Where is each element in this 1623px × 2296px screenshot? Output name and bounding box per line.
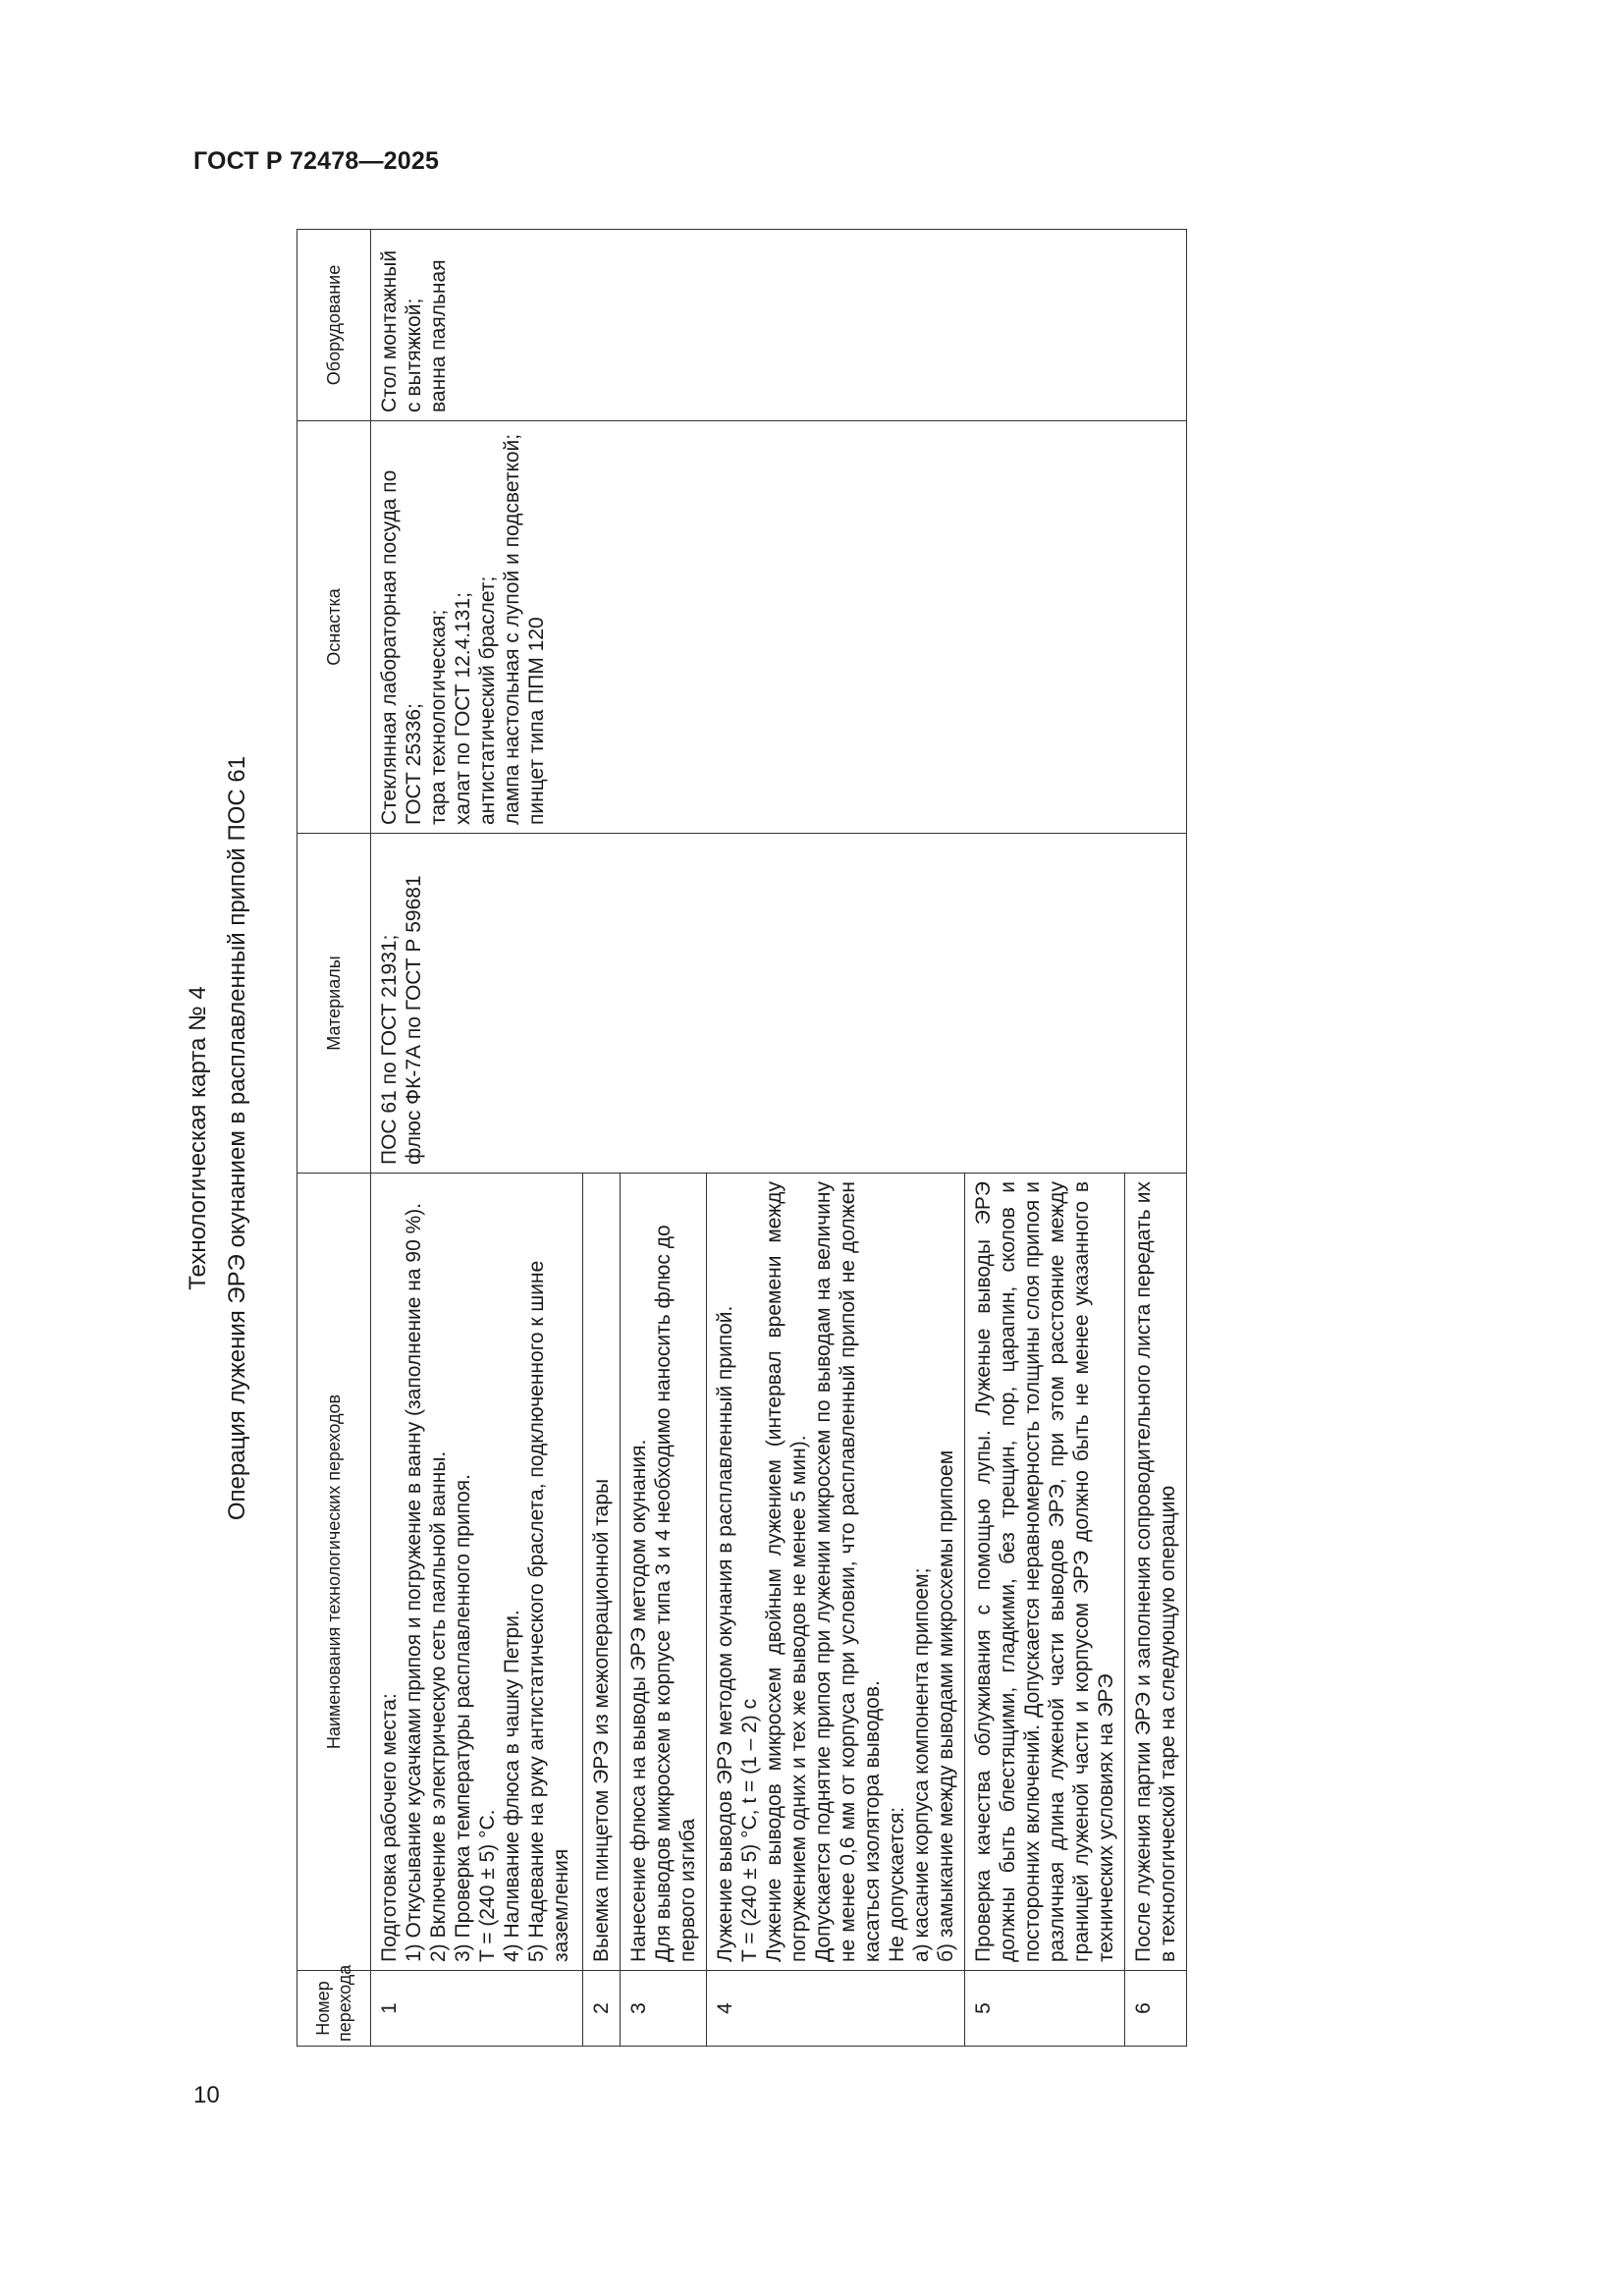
operation-line: 3) Проверка температуры расплавленного припоя. xyxy=(452,1474,474,1962)
header-materials: Материалы xyxy=(298,834,371,1174)
tooling-line: пинцет типа ППМ 120 xyxy=(525,617,548,825)
materials-cell xyxy=(371,834,1187,1174)
operation-line: б) замыкание между выводами микросхемы припоем xyxy=(935,1449,957,1962)
equipment-line: Стол монтажный с вытяжкой; xyxy=(378,249,425,412)
card-title: Технологическая карта № 4 xyxy=(185,986,211,1290)
operation-line: Выемка пинцетом ЭРЭ из межоперационной тары xyxy=(590,1478,613,1962)
materials-line: флюс ФК-7А по ГОСТ Р 59681 xyxy=(403,875,425,1165)
row-number: 4 xyxy=(707,1971,965,2047)
row-number: 6 xyxy=(1125,1971,1187,2047)
operation-line: T = (240 ± 5) °C, t = (1 – 2) c xyxy=(738,1698,761,1962)
document-code: ГОСТ Р 72478—2025 xyxy=(193,147,440,175)
row-number: 3 xyxy=(621,1971,707,2047)
materials-line: ПОС 61 по ГОСТ 21931; xyxy=(378,934,401,1165)
header-equipment: Оборудование xyxy=(298,230,371,421)
row-operation xyxy=(371,1174,583,1971)
operation-line: Лужение выводов микросхем двойным лужением (интервал времени между погружением одних и тех же выводов не менее 5 мин). xyxy=(763,1181,810,1962)
row-operation xyxy=(1125,1174,1187,1971)
operation-line: T = (240 ± 5) °C. xyxy=(476,1809,499,1962)
row-number: 1 xyxy=(371,1971,583,2047)
rotated-page-content xyxy=(175,230,1490,2047)
header-number: Номер перехода xyxy=(298,1971,371,2047)
operation-line: Лужение выводов ЭРЭ методом окунания в расплавленный припой. xyxy=(714,1305,736,1962)
operation-line: Для выводов микросхем в корпусе типа 3 и 4 необходимо наносить флюс до первого изгиба xyxy=(652,1225,699,1962)
process-table xyxy=(297,229,1187,2047)
operation-line: 1) Откусывание кусачками припоя и погружение в ванну (заполнение на 90 %). xyxy=(403,1202,425,1962)
operation-line: После лужения партии ЭРЭ и заполнения сопроводительного листа передать их в технологической таре на следующую операцию xyxy=(1132,1181,1179,1962)
tooling-line: лампа настольная с лупой и подсветкой; xyxy=(501,433,523,825)
equipment-line: ванна паяльная xyxy=(427,259,450,412)
row-operation xyxy=(707,1174,965,1971)
operation-line: Допускается поднятие припоя при лужении микросхем по выводам на величину не менее 0,6 мм от корпуса при условии, что расплавленный припой не должен касаться изолятора выводов. xyxy=(812,1181,884,1962)
tooling-line: халат по ГОСТ 12.4.131; xyxy=(452,592,474,825)
page-number: 10 xyxy=(193,2082,220,2108)
tooling-line: тара технологическая; xyxy=(427,609,450,825)
operation-line: 4) Наливание флюса в чашку Петри. xyxy=(501,1610,523,1962)
header-tooling: Оснастка xyxy=(298,421,371,834)
operation-line: 2) Включение в электрическую сеть паяльной ванны. xyxy=(427,1450,450,1962)
operation-line: Проверка качества облуживания с помощью лупы. Луженые выводы ЭРЭ должны быть блестящими, гладкими, без трещин, пор, царапин, сколов и посторонних включений. Допускается неравномерность толщины слоя припоя и различная длина луженой части выводов ЭРЭ, при этом расстояние между границей луженой части и корпусом ЭРЭ должно быть не менее указанного в технических условиях на ЭРЭ xyxy=(972,1181,1117,1962)
tooling-line: Стеклянная лабораторная посуда по ГОСТ 25336; xyxy=(378,469,425,825)
operation-line: Подготовка рабочего места: xyxy=(378,1693,401,1962)
equipment-cell xyxy=(371,230,1187,421)
header-name: Наименования технологических переходов xyxy=(298,1174,371,1971)
table-row xyxy=(371,230,583,2047)
table-header-row xyxy=(298,230,371,2047)
row-number: 5 xyxy=(965,1971,1125,2047)
tooling-line: антистатический браслет; xyxy=(476,575,499,825)
operation-line: а) касание корпуса компонента припоем; xyxy=(910,1567,933,1962)
operation-line: 5) Надевание на руку антистатического браслета, подключенного к шине заземления xyxy=(525,1260,572,1962)
tooling-cell xyxy=(371,421,1187,834)
row-operation xyxy=(621,1174,707,1971)
operation-line: Нанесение флюса на выводы ЭРЭ методом окунания. xyxy=(627,1439,650,1962)
row-operation xyxy=(965,1174,1125,1971)
row-number: 2 xyxy=(583,1971,621,2047)
row-operation xyxy=(583,1174,621,1971)
operation-line: Не допускается: xyxy=(886,1806,908,1962)
card-subtitle: Операция лужения ЭРЭ окунанием в расплавленный припой ПОС 61 xyxy=(224,755,250,1521)
